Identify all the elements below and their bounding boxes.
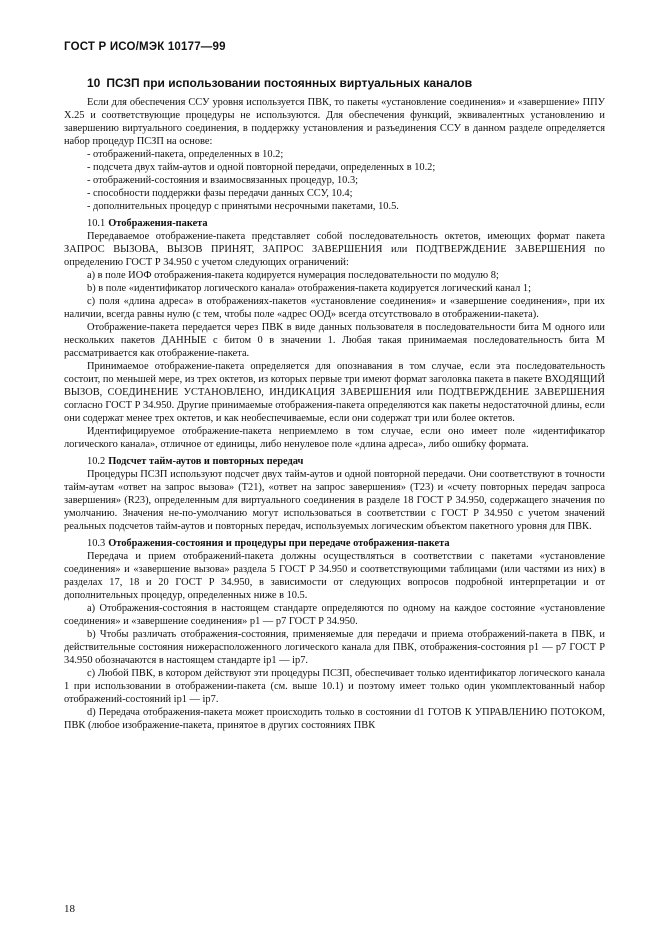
paragraph: Принимаемое отображение-пакета определяется для опознавания в том случае, если эта последовательность состоит, по меньшей мере, из трех октетов, из которых первые три имеют формат заголовка пакета в пакете ВХОДЯЩИЙ ВЫЗОВ, СОЕДИНЕНИЕ УСТАНОВЛЕНО, ИНДИКАЦИЯ ЗАВЕРШЕНИЯ или ПОДТВЕРЖДЕНИЕ ЗАВЕРШЕНИЯ согласно ГОСТ Р 34.950. Другие принимаемые отображения-пакета определяются как пакеты недостаточной длины, если они содержат менее трех октетов, и как необеспечиваемые, если они содержат три или более октетов. [64, 361, 605, 424]
list-item: - способности поддержки фазы передачи данных ССУ, 10.4; [87, 188, 353, 199]
subsection-number: 10.3 [87, 538, 106, 549]
paragraph: Передаваемое отображение-пакета представляет собой последовательность октетов, имеющих формат пакета ЗАПРОС ВЫЗОВА, ВЫЗОВ ПРИНЯТ, ЗАПРОС ЗАВЕРШЕНИЯ или ПОДТВЕРЖДЕНИЕ ЗАВЕРШЕНИЯ по определению ГОСТ Р 34.950 с учетом следующих ограничений: [64, 231, 605, 268]
subsection-title: Подсчет тайм-аутов и повторных передач [108, 456, 304, 467]
list-item: а) в поле ИОФ отображения-пакета кодируется нумерация последовательности по модулю 8; [87, 270, 499, 281]
paragraph: Отображение-пакета передается через ПВК в виде данных пользователя в последовательности бита М одного или нескольких пакетов ДАННЫЕ с битом 0 в значении 1. Любая такая принимаемая последовательность бита М рассматривается как отображение-пакета. [64, 322, 605, 359]
list-item: с) поля «длина адреса» в отображениях-пакетов «установление соединения» и «завершение соединения», при их наличии, всегда равны нулю (с тем, чтобы поле «адрес ООД» всегда отсутствовало в отображении-пакета). [64, 296, 605, 320]
list-item: b) в поле «идентификатор логического канала» отображения-пакета кодируется логический канал 1; [87, 283, 531, 294]
list-item: - отображений-состояния и взаимосвязанных процедур, 10.3; [87, 175, 359, 186]
section-title: ПСЗП при использовании постоянных виртуальных каналов [106, 76, 473, 90]
subsection-number: 10.2 [87, 456, 106, 467]
subsection-number: 10.1 [87, 218, 106, 229]
section-number: 10 [87, 76, 101, 90]
page-content [64, 76, 605, 732]
list-item: - подсчета двух тайм-аутов и одной повторной передачи, определенных в 10.2; [87, 162, 436, 173]
list-item: с) Любой ПВК, в котором действуют эти процедуры ПСЗП, обеспечивает только идентификатор логического канала 1 при использовании в отображении-пакета (см. выше 10.1) и поэтому имеет только один укомплектованный набор отображений-состояний ip1 — ip7. [64, 668, 605, 705]
list-item: d) Передача отображения-пакета может происходить только в состоянии d1 ГОТОВ К УПРАВЛЕНИЮ ПОТОКОМ, ПВК (любое изображение-пакета, принятое в других состояниях ПВК [64, 707, 605, 731]
section-heading [87, 76, 605, 91]
subsection-heading-10-2 [87, 455, 605, 468]
document-header: ГОСТ Р ИСО/МЭК 10177—99 [64, 41, 226, 53]
list-item: b) Чтобы различать отображения-состояния, применяемые для передачи и приема отображений-пакета в ПВК, и действительные состояния нижерасположенного логического канала для ПВК, отображения-состояния р1 — р7 ГОСТ Р 34.950 обозначаются в настоящем стандарте ip1 — ip7. [64, 629, 605, 666]
subsection-heading-10-3 [87, 537, 605, 550]
subsection-heading-10-1 [87, 217, 605, 230]
paragraph: Процедуры ПСЗП используют подсчет двух тайм-аутов и одной повторной передачи. Они соответствуют в точности тайм-аутам «ответ на запрос вызова» (Т21), «ответ на запрос завершения» (Т23) и «счету повторных передач запроса завершения» (R23), определенным для виртуального соединения в разделе 18 ГОСТ Р 34.950, содержащего значения по умолчанию. Значения не-по-умолчанию могут использоваться в соответствии с ГОСТ Р 34.950 с учетом значений реальных подсчетов тайм-аутов и повторных передач, используемых логическим объектом пакетного уровня для ПВК. [64, 469, 605, 532]
intro-paragraph: Если для обеспечения ССУ уровня используется ПВК, то пакеты «установление соединения» и «завершение» ППУ Х.25 и соответствующие процедуры не используются. Для обеспечения функций, эквивалентных установлению и завершению виртуального соединения, в поддержку установления и разъединения ССУ в данном разделе определяется набор процедур ПСЗП на основе: [64, 97, 605, 147]
list-item: - отображений-пакета, определенных в 10.2; [87, 149, 284, 160]
page-number: 18 [64, 903, 75, 915]
subsection-title: Отображения-состояния и процедуры при передаче отображения-пакета [108, 538, 450, 549]
list-item: - дополнительных процедур с принятыми несрочными пакетами, 10.5. [87, 201, 399, 212]
list-item: а) Отображения-состояния в настоящем стандарте определяются по одному на каждое состояние «установление соединения» и «завершение соединения» р1 — р7 ГОСТ Р 34.950. [64, 603, 605, 627]
subsection-title: Отображения-пакета [108, 218, 208, 229]
intro-list [64, 148, 605, 213]
paragraph: Идентифицируемое отображение-пакета неприемлемо в том случае, если оно имеет поле «идентификатор логического канала», отличное от единицы, либо ненулевое поле «длина адреса», либо ошибку формата. [64, 426, 605, 450]
paragraph: Передача и прием отображений-пакета должны осуществляться в соответствии с пакетами «установление соединения» и «завершение вызова» раздела 5 ГОСТ Р 34.950 и соответствующими таблицами (или частями из них) в разделах 17, 18 и 20 ГОСТ Р 34.950, в зависимости от следующих вопросов подробной интерпретации и от дополнительных процедур, определенных ниже в 10.5. [64, 551, 605, 601]
